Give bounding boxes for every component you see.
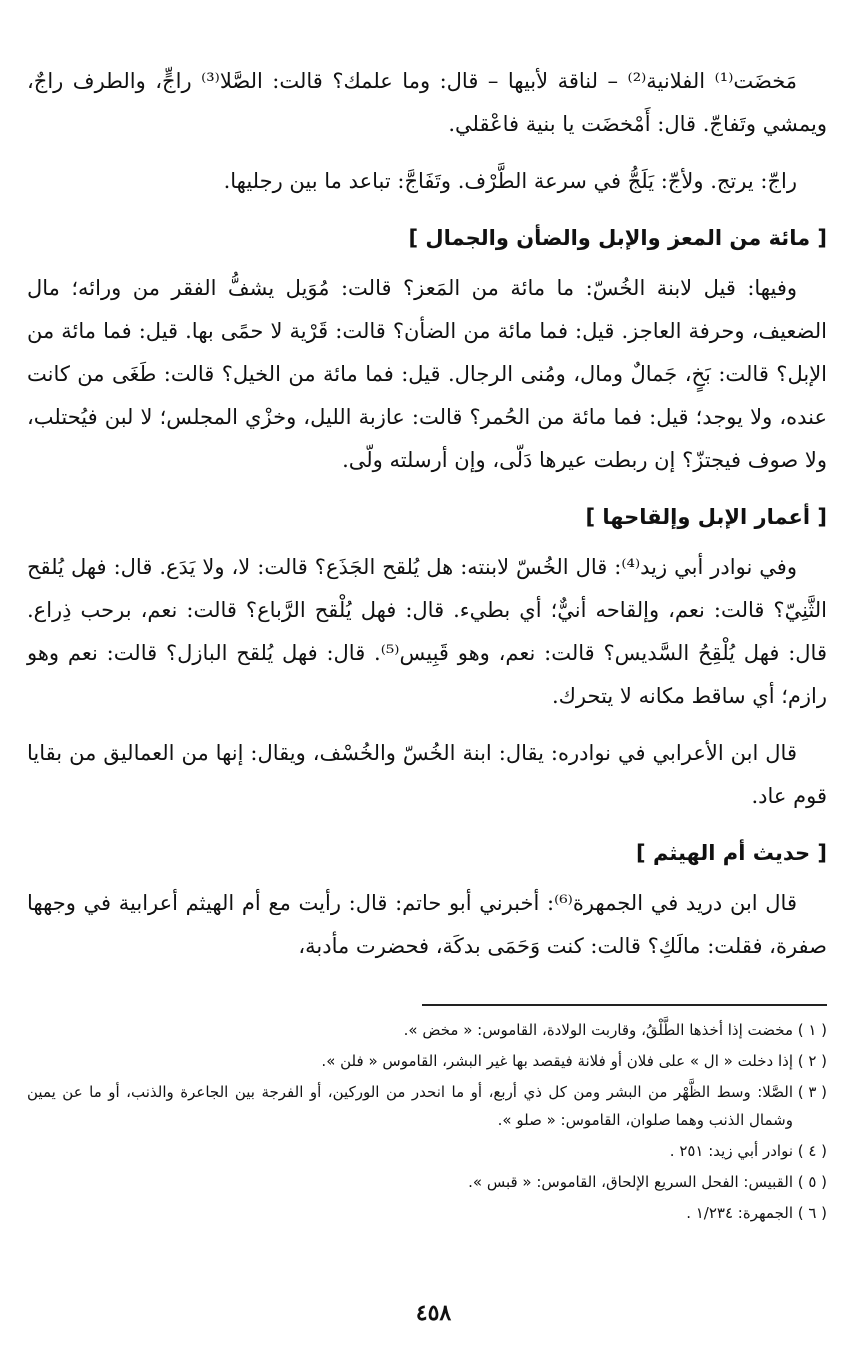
paragraph-gloss: راجّ: يرتج. ولأجّ: يَلَجُّ في سرعة الطَّرْف. وتَفَاجَّ: تباعد ما بين رجليها. — [223, 169, 797, 193]
footnote-5 — [27, 1168, 827, 1196]
main-text — [27, 60, 827, 982]
paragraph-hundred: وفيها: قيل لابنة الخُسّ: ما مائة من المَعز؟ قالت: مُوَيل يشفُّ الفقر من ورائه؛ مال الضعيف، وحرفة العاجز. قيل: فما مائة من الضأن؟ قالت: قَرْية لا حمًى بها. قيل: فما مائة من الإبل؟ قالت: بَخٍ، جَمالٌ ومال، ومُنى الرجال. قيل: فما مائة من الخيل؟ قالت: طَغَى من كانت عنده، ولا يوجد؛ قيل: فما مائة من الحُمر؟ قالت: عازبة الليل، وخزْي المجلس؛ لا لبن فيُحتلب، ولا صوف فيجتزّ؟ إن ربطت عيرها دَلّى، وإن أرسلته ولّى. — [27, 276, 827, 472]
paragraph-mokhdat: مَخضَت⁽¹⁾ الفلانية⁽²⁾ – لناقة لأبيها – قال: وما علمك؟ قالت: الصَّلا⁽³⁾ راجٍّ، والطرف راجٌ، ويمشي وتَفاجّ. قال: أَمْخضَت يا بنية فاعْقلي. — [27, 69, 827, 136]
section-heading-umm-alhaytham: [ حديث أم الهيثم ] — [636, 841, 827, 865]
footnote-number: ( ١ ) — [797, 1021, 827, 1039]
footnote-1 — [27, 1016, 827, 1044]
footnote-separator-wrap — [27, 1004, 827, 1006]
footnote-6 — [27, 1199, 827, 1227]
section-heading-hundred: [ مائة من المعز والإبل والضأن والجمال ] — [408, 226, 827, 250]
footnote-text: الصَّلا: وسط الظَّهْر من البشر ومن كل ذي أربع، أو ما انحدر من الوركين، أو الفرجة بين الجاعرة والذنب، أو ما عن يمين وشمال الذنب وهما صلوان، القاموس: « صلو ». — [27, 1083, 793, 1129]
footnote-number: ( ٢ ) — [797, 1052, 827, 1070]
footnote-text: نوادر أبي زيد: ٢٥١ . — [669, 1142, 793, 1160]
footnote-separator — [422, 1004, 827, 1006]
section-heading-camel-ages: [ أعمار الإبل وإلقاحها ] — [585, 505, 827, 529]
footnotes — [27, 1016, 827, 1230]
page-number: ٤٥٨ — [415, 1300, 452, 1326]
footnote-2 — [27, 1047, 827, 1075]
paragraph-umm-alhaytham: قال ابن دريد في الجمهرة⁽⁶⁾: أخبرني أبو حاتم: قال: رأيت مع أم الهيثم أعرابية في وجهها صفرة، فقلت: مالَكِ؟ قالت: كنت وَحَمَى بدكَة، فحضرت مأدبة، — [27, 891, 827, 958]
footnote-number: ( ٥ ) — [797, 1173, 827, 1191]
footnote-3 — [27, 1078, 827, 1134]
footnote-text: مخضت إذا أخذها الطَّلْقُ، وقاربت الولادة، القاموس: « مخض ». — [403, 1021, 793, 1039]
footnote-number: ( ٤ ) — [797, 1142, 827, 1160]
paragraph-ibn-alarabi: قال ابن الأعرابي في نوادره: يقال: ابنة الخُسّ والخُسْف، ويقال: إنها من العماليق من بقايا قوم عاد. — [27, 741, 827, 808]
footnote-text: القبيس: الفحل السريع الإلحاق، القاموس: « قبس ». — [468, 1173, 793, 1191]
footnote-text: الجمهرة: ١/٢٣٤ . — [686, 1204, 793, 1222]
footnote-number: ( ٦ ) — [797, 1204, 827, 1222]
footnote-4 — [27, 1137, 827, 1165]
paragraph-camel-ages: وفي نوادر أبي زيد⁽⁴⁾: قال الخُسّ لابنته: هل يُلقح الجَذَع؟ قالت: لا، ولا يَدَع. قال: فهل يُلقح الثَّنِيّ؟ قالت: نعم، وإلقاحه أنيٌّ؛ أي بطيء. قال: فهل يُلْقح الرَّباع؟ قالت: نعم، برحب ذِراع. قال: فهل يُلْقِحُ السَّديس؟ قالت: نعم، وهو قَبِيس⁽⁵⁾. قال: فهل يُلقح البازل؟ قالت: نعم وهو رازم؛ أي ساقط مكانه لا يتحرك. — [27, 555, 827, 708]
footnote-number: ( ٣ ) — [797, 1083, 827, 1101]
footnote-text: إذا دخلت « ال » على فلان أو فلانة فيقصد بها غير البشر، القاموس « فلن ». — [321, 1052, 793, 1070]
